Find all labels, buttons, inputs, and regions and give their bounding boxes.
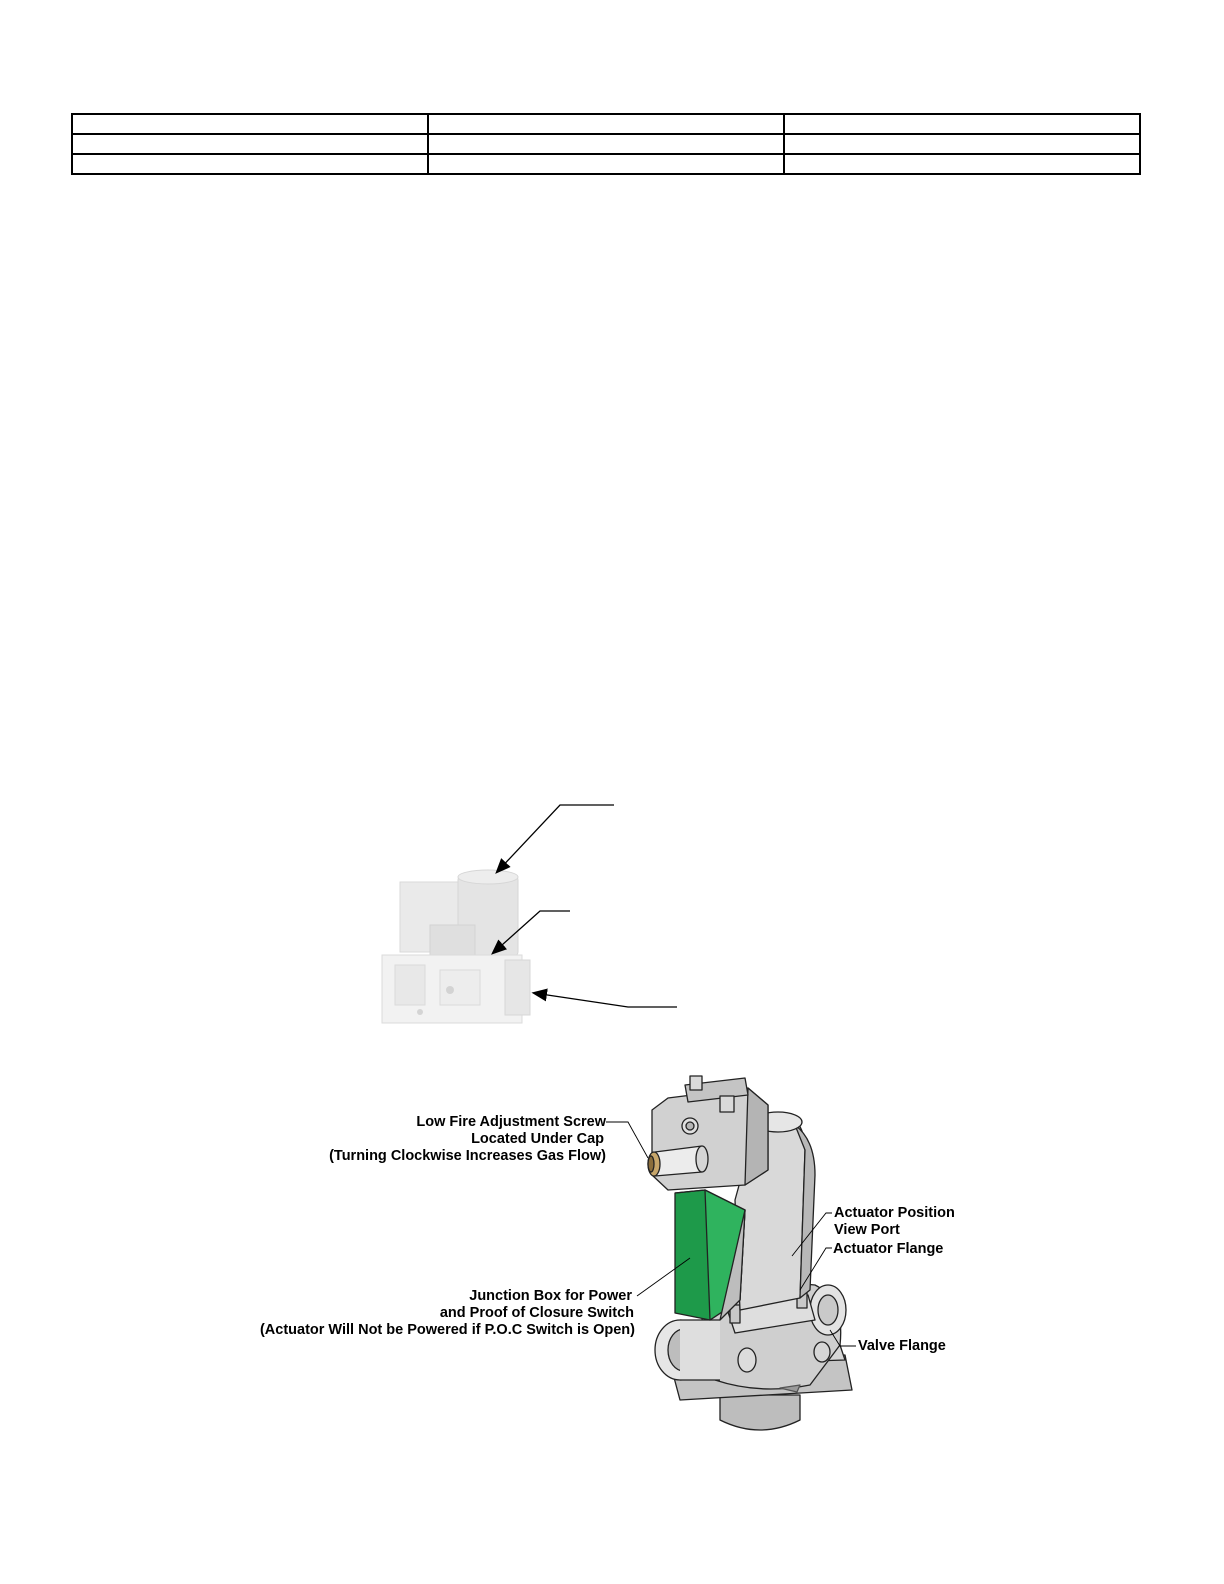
label-line: (Turning Clockwise Increases Gas Flow) — [329, 1148, 606, 1164]
actuator-position-view-port-label — [834, 1205, 955, 1239]
actuator-valve-illustration — [648, 1076, 852, 1430]
valve-flange-label: Valve Flange — [858, 1338, 946, 1354]
label-line: Actuator Position — [834, 1205, 955, 1221]
junction-box-label — [220, 1288, 635, 1339]
label-line: Junction Box for Power — [469, 1288, 632, 1304]
label-line: (Actuator Will Not be Powered if P.O.C Switch is Open) — [259, 1322, 635, 1338]
actuator-flange-label: Actuator Flange — [833, 1241, 944, 1257]
label-line: View Port — [834, 1222, 900, 1238]
label-line: Located Under Cap — [471, 1131, 604, 1147]
label-line: and Proof of Closure Switch — [439, 1305, 634, 1321]
callout-line — [606, 1122, 648, 1158]
label-line: Low Fire Adjustment Screw — [416, 1114, 606, 1130]
low-fire-screw-label — [300, 1114, 606, 1165]
